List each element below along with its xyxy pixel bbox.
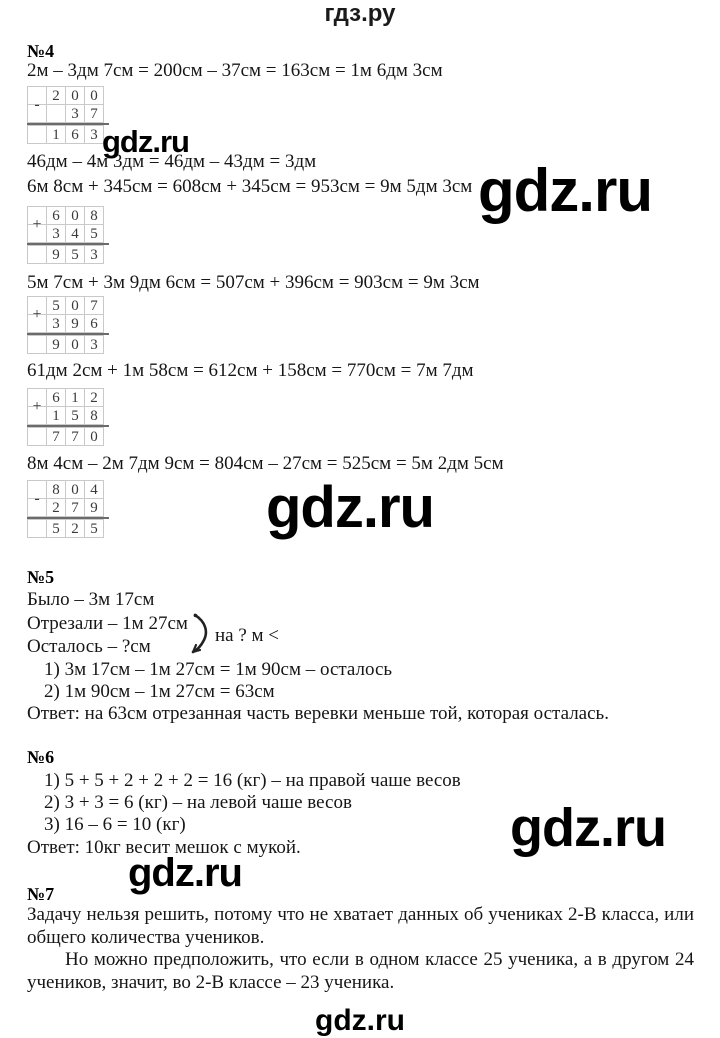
table-cell: 6 <box>65 125 85 144</box>
column-table <box>27 480 109 537</box>
table-row <box>27 425 109 445</box>
table-cell: 0 <box>65 480 85 499</box>
table-cell: 7 <box>65 498 85 517</box>
step-line: 1) 3м 17см – 1м 27см = 1м 90см – осталось <box>44 659 393 680</box>
table-row <box>27 333 109 353</box>
watermark: gdz.ru <box>102 124 189 159</box>
table-cell: 5 <box>84 224 104 243</box>
step-line: 3) 16 – 6 = 10 (кг) <box>44 814 186 835</box>
table-cell: 0 <box>84 427 104 446</box>
column-table <box>27 296 109 353</box>
brace-icon <box>191 612 209 659</box>
paragraph: Задачу нельзя решить, потому что не хватает данных об учениках 2-В класса, или общего количества учеников. <box>27 904 694 948</box>
paragraph: Но можно предположить, что если в одном классе 25 ученика, а в другом 24 учеников, значит, во 2-В классе – 23 ученика. <box>27 949 694 993</box>
table-cell: 1 <box>46 406 66 425</box>
problem6-label: №6 <box>27 747 55 767</box>
table-cell: 4 <box>84 480 104 499</box>
column-table <box>27 206 109 263</box>
answer-line: Ответ: на 63см отрезанная часть веревки меньше той, которая осталась. <box>27 703 609 724</box>
operator-sign: + <box>32 216 42 233</box>
table-cell: 7 <box>84 104 104 123</box>
footer-logo: gdz.ru <box>315 1004 405 1037</box>
table-cell: 4 <box>65 224 85 243</box>
table-cell: 1 <box>65 388 85 407</box>
table-cell: 1 <box>46 125 66 144</box>
table-cell: 7 <box>84 296 104 315</box>
table-cell: 6 <box>46 206 66 225</box>
table-cell: 5 <box>65 245 85 264</box>
table-cell: 3 <box>84 335 104 354</box>
operator-sign: - <box>34 96 40 113</box>
table-cell: 8 <box>84 206 104 225</box>
table-cell: 0 <box>65 206 85 225</box>
table-cell <box>27 335 47 354</box>
table-cell: 3 <box>84 125 104 144</box>
table-row <box>27 123 109 143</box>
equation-line: 46дм – 4м 3дм = 46дм – 43дм = 3дм <box>27 151 317 172</box>
answer-line: Ответ: 10кг весит мешок с мукой. <box>27 837 301 858</box>
table-cell: 2 <box>46 86 66 105</box>
table-cell: 0 <box>65 335 85 354</box>
step-line: 1) 5 + 5 + 2 + 2 + 2 = 16 (кг) – на правой чаше весов <box>44 770 461 791</box>
table-cell: 0 <box>84 86 104 105</box>
given-line: Было – 3м 17см <box>27 589 155 610</box>
table-cell: 3 <box>65 104 85 123</box>
watermark: gdz.ru <box>128 851 242 895</box>
equation-line: 61дм 2см + 1м 58см = 612см + 158см = 770см = 7м 7дм <box>27 360 474 381</box>
table-cell: 6 <box>46 388 66 407</box>
table-cell: 2 <box>65 519 85 538</box>
equation-line: 6м 8см + 345см = 608см + 345см = 953см = 9м 5дм 3см <box>27 176 473 197</box>
table-cell <box>27 245 47 264</box>
problem4-label: №4 <box>27 41 55 61</box>
problem5-label: №5 <box>27 567 55 587</box>
table-cell: 5 <box>46 296 66 315</box>
table-cell: 9 <box>46 335 66 354</box>
table-cell: 8 <box>46 480 66 499</box>
table-row <box>27 517 109 537</box>
step-line: 2) 1м 90см – 1м 27см = 63см <box>44 681 275 702</box>
table-cell <box>27 427 47 446</box>
given-line: Отрезали – 1м 27см <box>27 613 188 634</box>
table-cell: 9 <box>65 314 85 333</box>
table-cell: 3 <box>46 314 66 333</box>
table-cell: 2 <box>84 388 104 407</box>
column-table <box>27 86 109 143</box>
table-cell: 6 <box>84 314 104 333</box>
table-cell: 3 <box>46 224 66 243</box>
operator-sign: + <box>32 398 42 415</box>
given-line: Осталось – ?см <box>27 636 151 657</box>
table-cell: 8 <box>84 406 104 425</box>
table-cell: 9 <box>84 498 104 517</box>
problem7-label: №7 <box>27 884 55 904</box>
table-cell <box>46 104 66 123</box>
equation-line: 5м 7см + 3м 9дм 6см = 507см + 396см = 903см = 9м 3см <box>27 272 480 293</box>
table-cell <box>27 519 47 538</box>
table-cell: 7 <box>46 427 66 446</box>
brace-annotation <box>191 612 279 659</box>
table-cell: 5 <box>84 519 104 538</box>
table-cell: 0 <box>65 86 85 105</box>
operator-sign: - <box>34 490 40 507</box>
table-cell: 7 <box>65 427 85 446</box>
table-cell: 5 <box>65 406 85 425</box>
table-cell: 3 <box>84 245 104 264</box>
table-cell: 5 <box>46 519 66 538</box>
watermark: gdz.ru <box>478 157 652 224</box>
table-cell: 2 <box>46 498 66 517</box>
watermark: gdz.ru <box>510 798 666 858</box>
brace-note: на ? м < <box>215 624 280 646</box>
table-cell: 0 <box>65 296 85 315</box>
equation-line: 2м – 3дм 7см = 200см – 37см = 163см = 1м 6дм 3см <box>27 60 443 81</box>
column-table <box>27 388 109 445</box>
equation-line: 8м 4см – 2м 7дм 9см = 804см – 27см = 525см = 5м 2дм 5см <box>27 453 504 474</box>
step-line: 2) 3 + 3 = 6 (кг) – на левой чаше весов <box>44 792 352 813</box>
table-cell <box>27 125 47 144</box>
table-cell: 9 <box>46 245 66 264</box>
watermark: gdz.ru <box>266 475 434 540</box>
page-title: гдз.ру <box>324 0 396 27</box>
operator-sign: + <box>32 306 42 323</box>
table-row <box>27 243 109 263</box>
